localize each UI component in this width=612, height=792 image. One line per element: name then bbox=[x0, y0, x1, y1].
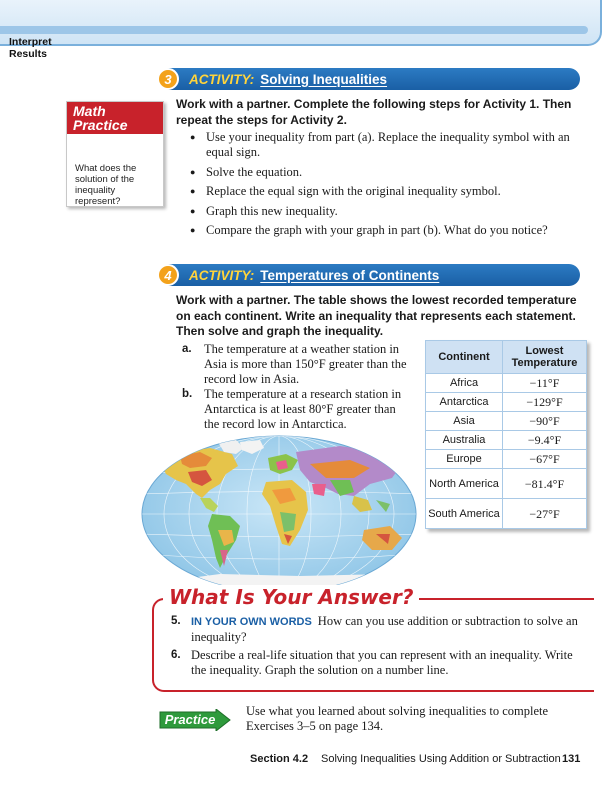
footer-section: Section 4.2 bbox=[250, 753, 309, 765]
math-practice-heading bbox=[67, 102, 163, 134]
math-practice-sub-line1: Interpret bbox=[9, 36, 52, 48]
cell-continent: Europe bbox=[426, 450, 503, 469]
table-row bbox=[426, 450, 587, 469]
table-row bbox=[426, 431, 587, 450]
activity-4-keyword: ACTIVITY: bbox=[189, 267, 255, 283]
cell-temp: −27°F bbox=[503, 499, 587, 529]
cell-temp: −129°F bbox=[503, 393, 587, 412]
world-map-illustration bbox=[140, 434, 418, 594]
math-practice-sub-line2: Results bbox=[9, 48, 47, 60]
activity-3-intro: Work with a partner. Complete the following steps for Activity 1. Then repeat the steps for Activity 2. bbox=[176, 97, 572, 127]
question-6-text: Describe a real-life situation that you can represent with an inequality. Write the inequality. Graph the solution on a number line. bbox=[191, 648, 573, 677]
question-5-number: 5. bbox=[171, 615, 181, 627]
cell-continent: Australia bbox=[426, 431, 503, 450]
activity-3-title: Solving Inequalities bbox=[260, 71, 388, 87]
answer-section-title: What Is Your Answer? bbox=[163, 585, 419, 609]
question-5-text: How can you use addition or subtraction to solve an inequality? bbox=[191, 614, 578, 644]
cell-continent: Antarctica bbox=[426, 393, 503, 412]
table-row bbox=[426, 499, 587, 529]
table-header-temp: Lowest Temperature bbox=[503, 341, 587, 374]
question-5-body bbox=[191, 614, 581, 645]
question-5-keyword: IN YOUR OWN WORDS bbox=[191, 616, 312, 628]
table-row bbox=[426, 393, 587, 412]
table-row bbox=[426, 374, 587, 393]
cell-continent: Africa bbox=[426, 374, 503, 393]
footer-title: Solving Inequalities Using Addition or Subtraction bbox=[321, 753, 561, 765]
cell-continent: North America bbox=[426, 469, 503, 499]
activity-4-intro: Work with a partner. The table shows the lowest recorded temperature on each continent. Write an inequality that represents each statement. Then solve and graph the inequality. bbox=[176, 293, 577, 338]
part-a-text: The temperature at a weather station in Asia is more than 150°F greater than the record low in Asia. bbox=[204, 342, 407, 386]
math-practice-heading-line1: Math bbox=[73, 103, 106, 119]
step-item: ● Compare the graph with your graph in part (b). What do you notice? bbox=[190, 223, 590, 238]
activity-3-header bbox=[159, 68, 580, 90]
table-row bbox=[426, 469, 587, 499]
page-number: 131 bbox=[562, 753, 581, 765]
question-6-number: 6. bbox=[171, 649, 181, 661]
activity-4-number: 4 bbox=[157, 264, 179, 286]
activity-3-keyword: ACTIVITY: bbox=[189, 71, 255, 87]
step-item: ● Use your inequality from part (a). Replace the inequality symbol with an equal sign. bbox=[190, 130, 590, 160]
part-b bbox=[182, 387, 414, 432]
practice-label: Practice bbox=[164, 712, 216, 727]
part-b-text: The temperature at a research station in Antarctica is at least 80°F greater than the record low in Antarctica. bbox=[204, 387, 402, 431]
activity-3-steps bbox=[190, 130, 590, 243]
activity-4-header bbox=[159, 264, 580, 286]
cell-temp: −90°F bbox=[503, 412, 587, 431]
activity-4-title: Temperatures of Continents bbox=[260, 267, 440, 283]
step-item: ● Solve the equation. bbox=[190, 165, 590, 180]
cell-temp: −11°F bbox=[503, 374, 587, 393]
step-item: ● Graph this new inequality. bbox=[190, 204, 590, 219]
math-practice-question: What does the solution of the inequality represent? bbox=[75, 163, 137, 207]
cell-temp: −67°F bbox=[503, 450, 587, 469]
question-6 bbox=[171, 648, 581, 678]
cell-continent: South America bbox=[426, 499, 503, 529]
math-practice-subheading bbox=[9, 36, 52, 60]
cell-temp: −81.4°F bbox=[503, 469, 587, 499]
part-b-label: b. bbox=[182, 388, 193, 400]
step-item: ● Replace the equal sign with the original inequality symbol. bbox=[190, 184, 590, 199]
temperature-table bbox=[425, 340, 587, 529]
cell-temp: −9.4°F bbox=[503, 431, 587, 450]
table-row bbox=[426, 412, 587, 431]
page-header-band bbox=[0, 0, 602, 46]
activity-3-number: 3 bbox=[157, 68, 179, 90]
table-header-continent: Continent bbox=[426, 341, 503, 374]
math-practice-heading-line2: Practice bbox=[73, 117, 128, 133]
part-a-label: a. bbox=[182, 343, 192, 355]
cell-continent: Asia bbox=[426, 412, 503, 431]
part-a bbox=[182, 342, 414, 387]
question-5 bbox=[171, 614, 581, 645]
practice-text: Use what you learned about solving inequalities to complete Exercises 3–5 on page 134. bbox=[246, 704, 549, 733]
header-stripe bbox=[0, 26, 588, 34]
